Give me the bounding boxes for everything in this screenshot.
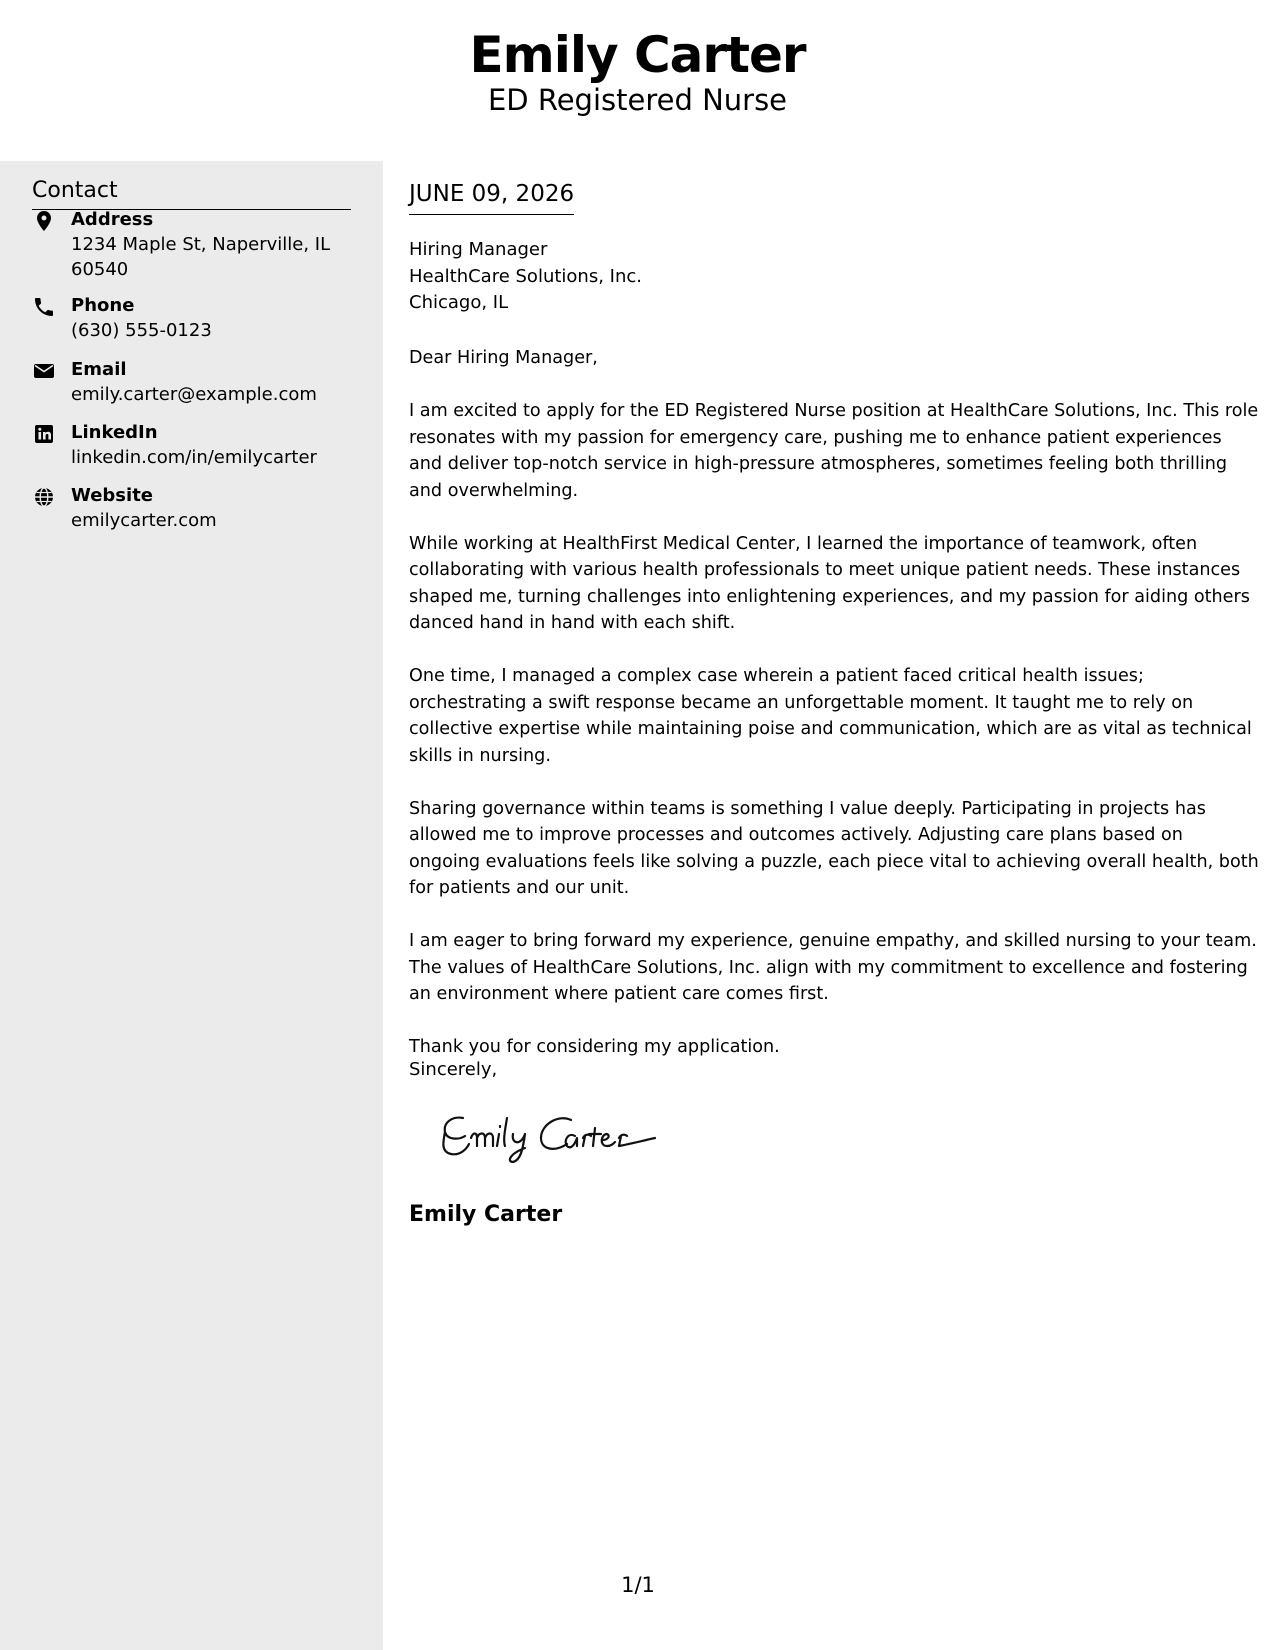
handwritten-signature [435, 1104, 665, 1164]
linkedin-icon [32, 422, 56, 446]
letter-paragraph: I am excited to apply for the ED Registered Nurse position at HealthCare Solutions, Inc. This role resonates with my passion for emergency care, pushing me to enhance patient experiences and deliver top-notch service in high-pressure atmospheres, sometimes feeling both thrilling and overwhelming. [409, 401, 1259, 501]
closing: Sincerely, [409, 1059, 498, 1080]
address-value: 1234 Maple St, Naperville, IL 60540 [71, 234, 331, 280]
job-title: ED Registered Nurse [487, 83, 788, 117]
letter-date: JUNE 09, 2026 [409, 178, 574, 215]
linkedin-label: LinkedIn [71, 422, 158, 443]
envelope-icon [32, 359, 56, 383]
letter-text [409, 345, 1259, 1087]
email-label: Email [71, 359, 127, 380]
page-number: 1/1 [621, 1573, 655, 1597]
website-label: Website [71, 485, 154, 506]
applicant-name: Emily Carter [469, 26, 806, 84]
phone-value: (630) 555-0123 [71, 320, 212, 341]
letter-paragraph: One time, I managed a complex case wherein a patient faced critical health issues; orchestrating a swift response became an unforgettable moment. It taught me to rely on collective expertise while maintaining poise and communication, which are as vital as technical skills in nursing. [409, 666, 1252, 766]
recipient-line: Hiring Manager [409, 239, 548, 260]
globe-icon [32, 485, 56, 509]
greeting: Dear Hiring Manager, [409, 348, 598, 368]
recipient-line: Chicago, IL [409, 292, 509, 313]
map-pin-icon [32, 209, 56, 233]
contact-heading: Contact [32, 175, 351, 210]
recipient-block [409, 237, 642, 317]
letter-paragraph: I am eager to bring forward my experience, genuine empathy, and skilled nursing to your team. The values of HealthCare Solutions, Inc. align with my commitment to excellence and fostering an environment where patient care comes first. [409, 931, 1257, 1004]
contact-sidebar [0, 161, 383, 1650]
signer-name: Emily Carter [409, 1202, 563, 1227]
recipient-line: HealthCare Solutions, Inc. [409, 265, 642, 287]
letter-paragraph: Thank you for considering my application. [409, 1037, 780, 1057]
letter-paragraph: While working at HealthFirst Medical Center, I learned the importance of teamwork, often collaborating with various health professionals to meet unique patient needs. These instances shaped me, turning challenges into enlightening experiences, and my passion for aiding others danced hand in hand with each shift. [409, 533, 1250, 633]
website-value: emilycarter.com [71, 510, 217, 531]
linkedin-value: linkedin.com/in/emilycarter [71, 447, 317, 468]
letter-paragraph: Sharing governance within teams is something I value deeply. Participating in projects has allowed me to improve processes and outcomes actively. Adjusting care plans based on ongoing evaluations feels like solving a puzzle, each piece vital to achieving overall health, both for patients and our unit. [409, 798, 1259, 898]
address-label: Address [71, 209, 154, 230]
email-value: emily.carter@example.com [71, 384, 317, 405]
resume-header [0, 0, 1275, 161]
phone-label: Phone [71, 295, 135, 316]
phone-icon [32, 295, 56, 319]
